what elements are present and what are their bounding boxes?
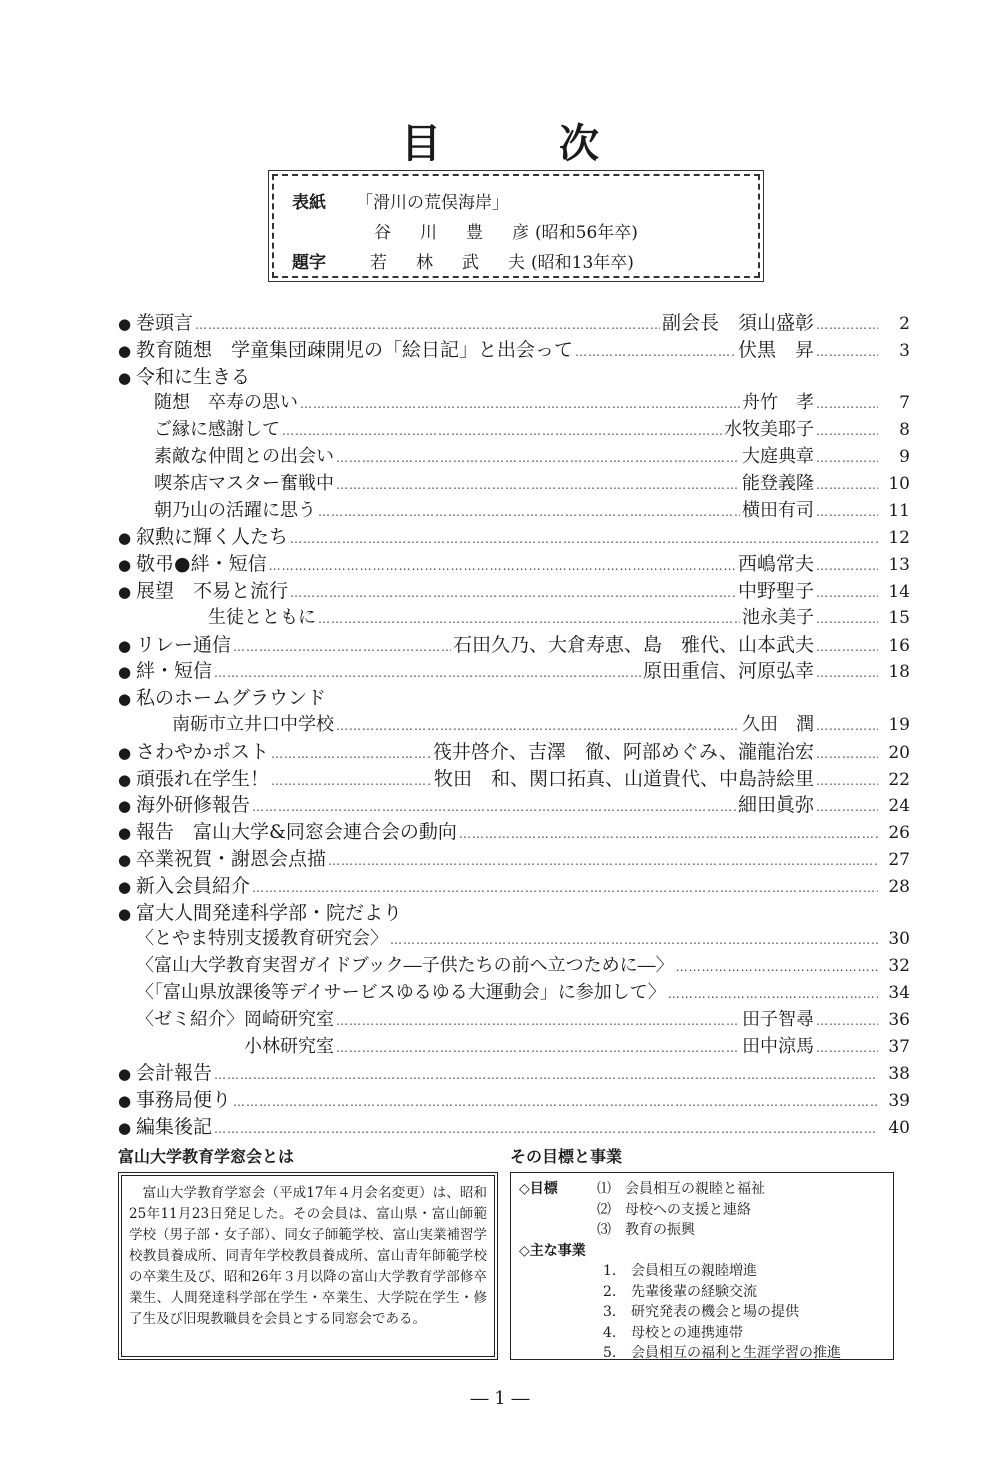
calligrapher: 若 林 武 夫 (370, 253, 531, 273)
toc-title: 〈ゼミ紹介〉岡崎研究室 (136, 1008, 334, 1030)
toc-leader-dots (816, 559, 878, 573)
toc-title: リレー通信 (136, 633, 232, 656)
toc-bullet: ● (118, 824, 132, 843)
toc-leader-dots (390, 933, 878, 947)
toc-bullet: ● (118, 743, 132, 762)
toc-page-number: 19 (888, 714, 910, 735)
calligraphy-row (292, 248, 634, 273)
toc-bullet: ● (118, 368, 132, 387)
toc-title: 素敵な仲間との出会い (136, 445, 334, 467)
goals-item-number: ⑴ (597, 1181, 611, 1197)
toc-author: 中野聖子 (737, 579, 814, 602)
cover-title: 「滑川の荒俣海岸」 (356, 193, 509, 213)
goals-item-text: 会員相互の親睦と福祉 (625, 1181, 765, 1197)
toc-title: 〈富山大学教育実習ガイドブック―子供たちの前へ立つために―〉 (136, 955, 674, 977)
toc-page-number: 32 (888, 956, 910, 977)
goals-row (519, 1343, 885, 1364)
goals-item-number: 2. (603, 1283, 617, 1300)
toc-bullet: ● (118, 1092, 132, 1111)
toc-leader-dots (816, 747, 878, 761)
toc-leader-dots (816, 586, 878, 600)
toc-entry (118, 951, 910, 978)
toc-page-number: 38 (888, 1064, 910, 1085)
toc-page-number: 28 (888, 876, 910, 897)
toc-title: 報告 富山大学&同窓会連合会の動向 (136, 821, 457, 844)
projects-label: ◇主な事業 (519, 1242, 586, 1259)
goals-indent (519, 1200, 597, 1221)
cover-artist-year: (昭和56年卒) (535, 223, 638, 243)
goals-item-number: 5. (603, 1345, 617, 1361)
toc-entry (118, 764, 910, 791)
toc-leader-dots (336, 1041, 740, 1055)
toc-entry (118, 522, 910, 549)
goals-item-number: 3. (603, 1304, 617, 1320)
toc-title: 生徒とともに (136, 606, 316, 628)
goals-row (519, 1323, 885, 1344)
toc-entry (118, 362, 910, 389)
toc-author: 水牧美耶子 (724, 419, 814, 441)
toc-page-number: 36 (888, 1009, 910, 1030)
goals-row (519, 1302, 885, 1323)
toc-entry (118, 844, 910, 871)
about-body: 富山大学教育学窓会（平成17年４月会名変更）は、昭和25年11月23日発足した。その会員は、富山県・富山師範学校（男子部・女子部）、同女子師範学校、富山実業補習学校教員養成所、同青年学校教員養成所、富山青年師範学校の卒業生及び、昭和26年３月以降の富山大学教育学部修卒業生、人間発達科学部在学生・卒業生、大学院在学生・修了生及び旧現教職員を会員とする同窓会である。 (129, 1185, 487, 1327)
toc-title: 南砺市立井口中学校 (136, 713, 334, 735)
toc-page-number: 8 (899, 420, 910, 441)
toc-bullet: ● (118, 1065, 132, 1084)
toc-leader-dots (336, 478, 740, 492)
toc-page-number: 30 (888, 929, 910, 950)
toc-entry (118, 1058, 910, 1085)
toc-author: 筏井啓介、吉澤 徹、阿部めぐみ、瀧龍治宏 (432, 740, 814, 763)
toc-leader-dots (816, 345, 878, 359)
goals-item-text: 研究発表の機会と場の提供 (631, 1304, 799, 1320)
toc-entry (118, 924, 910, 951)
toc-leader-dots (318, 612, 740, 626)
toc-bullet: ● (118, 904, 132, 923)
toc-entry (118, 656, 910, 683)
toc-author: 池永美子 (742, 606, 814, 628)
toc-leader-dots (816, 612, 878, 626)
toc-leader-dots (214, 1068, 878, 1082)
toc-leader-dots (816, 397, 878, 411)
toc-page-number: 11 (888, 500, 910, 521)
toc-leader-dots (282, 424, 722, 438)
goals-item-text: 先輩後輩の経験交流 (631, 1283, 757, 1300)
toc-bullet: ● (118, 636, 132, 655)
toc-page-number: 3 (899, 340, 910, 361)
toc-author: 副会長 須山盛彰 (661, 312, 814, 334)
toc-entry (118, 1085, 910, 1112)
goals-item-number: ⑵ (597, 1201, 611, 1218)
toc-leader-dots (816, 666, 878, 680)
toc-leader-dots (271, 747, 431, 761)
toc-entry (118, 415, 910, 442)
toc-page-number: 34 (888, 982, 910, 1003)
toc-title: 富大人間発達科学部・院だより (136, 901, 403, 924)
toc-leader-dots (233, 640, 451, 654)
toc-leader-dots (459, 827, 878, 841)
toc-entry (118, 710, 910, 737)
toc-leader-dots (233, 1095, 878, 1109)
toc-entry (118, 1032, 910, 1059)
toc-page-number: 15 (888, 607, 910, 628)
toc-author: 牧田 和、関口拓真、山道貴代、中島詩絵里 (433, 767, 814, 790)
toc-entry (118, 630, 910, 657)
toc-title: 編集後記 (136, 1115, 213, 1138)
toc-leader-dots (816, 505, 878, 519)
toc-page-number: 12 (888, 528, 910, 549)
toc-bullet: ● (118, 797, 132, 816)
toc-title: 小林研究室 (136, 1035, 334, 1057)
toc-page-number: 9 (899, 446, 910, 467)
toc-entry (118, 1005, 910, 1032)
toc-entry (118, 978, 910, 1005)
toc-title: 絆・短信 (136, 660, 213, 683)
goals-row (519, 1282, 885, 1303)
toc-entry (118, 898, 910, 925)
toc-entry (118, 388, 910, 415)
toc-leader-dots (816, 774, 878, 788)
cover-artist-row (374, 218, 638, 243)
toc-leader-dots (816, 424, 878, 438)
goals-indent (519, 1302, 603, 1323)
toc-leader-dots (816, 800, 878, 814)
toc-leader-dots (816, 451, 878, 465)
goals-item-number: 1. (603, 1263, 617, 1279)
toc-bullet: ● (118, 877, 132, 896)
cover-credits-box (272, 174, 760, 278)
goals-item-text: 母校への支援と連絡 (625, 1201, 751, 1218)
goals-heading: その目標と事業 (510, 1147, 623, 1166)
toc-entry (118, 683, 910, 710)
toc-leader-dots (214, 1122, 878, 1136)
toc-leader-dots (336, 451, 740, 465)
toc-bullet: ● (118, 690, 132, 709)
calligraphy-label: 題字 (292, 253, 326, 273)
goals-item-text: 会員相互の親睦増進 (631, 1263, 757, 1279)
toc-bullet: ● (118, 315, 132, 333)
toc-page-number: 10 (888, 473, 910, 494)
toc-leader-dots (252, 800, 736, 814)
toc-title: 新入会員紹介 (136, 874, 251, 897)
toc-page-number: 7 (899, 393, 910, 414)
toc-author: 横田有司 (742, 499, 814, 521)
toc-author: 田中涼馬 (742, 1035, 814, 1057)
toc-title: 令和に生きる (136, 365, 251, 388)
toc-leader-dots (668, 987, 878, 1001)
toc-page-number: 40 (888, 1117, 910, 1138)
toc-author: 大庭典章 (742, 445, 814, 467)
toc-author: 能登義隆 (742, 472, 814, 494)
toc-entry (118, 549, 910, 576)
toc-title: 卒業祝賀・謝恩会点描 (136, 847, 327, 870)
goals-row (519, 1179, 885, 1200)
goals-item-number: 4. (603, 1324, 617, 1341)
toc-entry (118, 496, 910, 523)
cover-row (292, 188, 509, 213)
toc-leader-dots (252, 881, 878, 895)
toc-leader-dots (318, 505, 740, 519)
toc-leader-dots (300, 397, 740, 411)
toc-page-number: 39 (888, 1091, 910, 1112)
toc-title: 巻頭言 (136, 312, 194, 334)
toc-bullet: ● (118, 582, 132, 601)
toc-bullet: ● (118, 529, 132, 548)
toc-title: 〈とやま特別支援教育研究会〉 (136, 928, 388, 950)
goals-indent (519, 1220, 597, 1241)
toc-bullet: ● (118, 770, 132, 789)
toc-leader-dots (328, 854, 878, 868)
toc-title: 敬弔●絆・短信 (136, 553, 267, 576)
toc-title: 叙勲に輝く人たち (136, 526, 289, 549)
toc-entry (118, 790, 910, 817)
toc-page-number: 27 (888, 849, 910, 870)
toc-leader-dots (816, 719, 878, 733)
toc-leader-dots (575, 345, 736, 359)
toc-page-number: 16 (888, 635, 910, 656)
toc-leader-dots (676, 960, 878, 974)
toc-title: 朝乃山の活躍に思う (136, 499, 316, 521)
page-title (0, 112, 1000, 169)
toc-title: 私のホームグラウンド (136, 687, 327, 710)
title-char-1: 目 (401, 121, 441, 167)
toc-author: 久田 潤 (742, 713, 814, 735)
toc-leader-dots (816, 1041, 878, 1055)
toc-entry (118, 871, 910, 898)
goals-indent (519, 1343, 603, 1364)
toc-title: 教育随想 学童集団疎開児の「絵日記」と出会って (136, 338, 574, 361)
toc-entry (118, 603, 910, 630)
toc-entry (118, 1112, 910, 1139)
toc-page-number: 37 (888, 1036, 910, 1057)
toc-title: 〈「富山県放課後等デイサービスゆるゆる大運動会」に参加して〉 (136, 981, 666, 1003)
toc-page-number: 26 (888, 823, 910, 844)
toc-title: 頑張れ在学生！ (136, 767, 270, 790)
cover-label: 表紙 (292, 193, 326, 213)
toc-entry (118, 817, 910, 844)
toc-entry (118, 335, 910, 362)
toc-title: 事務局便り (136, 1089, 232, 1112)
toc-page-number: 24 (888, 796, 910, 817)
toc-leader-dots (336, 719, 740, 733)
toc-bullet: ● (118, 341, 132, 360)
cover-artist: 谷 川 豊 彦 (374, 223, 535, 243)
toc-leader-dots (290, 586, 736, 600)
goals-item-number: ⑶ (597, 1222, 611, 1238)
toc-title: 展望 不易と流行 (136, 579, 289, 602)
toc-page-number: 13 (888, 555, 910, 576)
page-number: ― 1 ― (470, 1388, 530, 1409)
toc-entry (118, 442, 910, 469)
table-of-contents (118, 308, 910, 1139)
goals-indent (519, 1261, 603, 1282)
goals-row (519, 1200, 885, 1221)
toc-author: 原田重信、河原弘幸 (642, 660, 814, 683)
toc-leader-dots (816, 478, 878, 492)
toc-bullet: ● (118, 663, 132, 682)
toc-title: 海外研修報告 (136, 794, 251, 817)
toc-leader-dots (269, 559, 736, 573)
goals-row (519, 1261, 885, 1282)
toc-leader-dots (816, 1014, 878, 1028)
toc-bullet: ● (118, 556, 132, 575)
calligrapher-year: (昭和13年卒) (531, 253, 634, 273)
about-box (118, 1172, 498, 1360)
toc-author: 細田眞弥 (737, 794, 814, 817)
toc-title: 随想 卒寿の思い (136, 392, 298, 414)
toc-author: 田子智尋 (742, 1008, 814, 1030)
goals-section-label: ◇目標 (519, 1181, 558, 1197)
toc-author: 西嶋常夫 (737, 553, 814, 576)
goals-item-text: 母校との連携連帯 (631, 1324, 743, 1341)
toc-author: 舟竹 孝 (742, 392, 814, 414)
toc-page-number: 22 (888, 769, 910, 790)
goals-indent (519, 1282, 603, 1303)
toc-title: 会計報告 (136, 1062, 213, 1085)
about-heading: 富山大学教育学窓会とは (118, 1147, 295, 1166)
toc-page-number: 2 (899, 314, 910, 334)
toc-author: 伏黒 昇 (737, 338, 814, 361)
toc-leader-dots (271, 774, 432, 788)
toc-bullet: ● (118, 850, 132, 869)
toc-title: さわやかポスト (136, 740, 270, 763)
toc-page-number: 18 (888, 662, 910, 683)
toc-leader-dots (214, 666, 641, 680)
toc-entry (118, 469, 910, 496)
toc-title: ご縁に感謝して (136, 419, 280, 441)
toc-bullet: ● (118, 1118, 132, 1137)
toc-entry (118, 308, 910, 335)
toc-leader-dots (816, 640, 878, 654)
toc-title: 喫茶店マスター奮戦中 (136, 472, 334, 494)
toc-entry (118, 576, 910, 603)
title-char-2: 次 (559, 121, 599, 167)
toc-page-number: 20 (888, 742, 910, 763)
goals-box (510, 1172, 894, 1360)
toc-leader-dots (336, 1014, 740, 1028)
goals-item-text: 教育の振興 (625, 1222, 695, 1238)
toc-entry (118, 737, 910, 764)
toc-author: 石田久乃、大倉寿恵、島 雅代、山本武夫 (452, 633, 814, 656)
toc-leader-dots (816, 318, 878, 332)
goals-item-text: 会員相互の福利と生涯学習の推進 (631, 1345, 841, 1361)
toc-leader-dots (290, 532, 878, 546)
toc-leader-dots (195, 318, 660, 332)
goals-indent (519, 1323, 603, 1344)
toc-page-number: 14 (888, 581, 910, 602)
goals-row (519, 1220, 885, 1241)
